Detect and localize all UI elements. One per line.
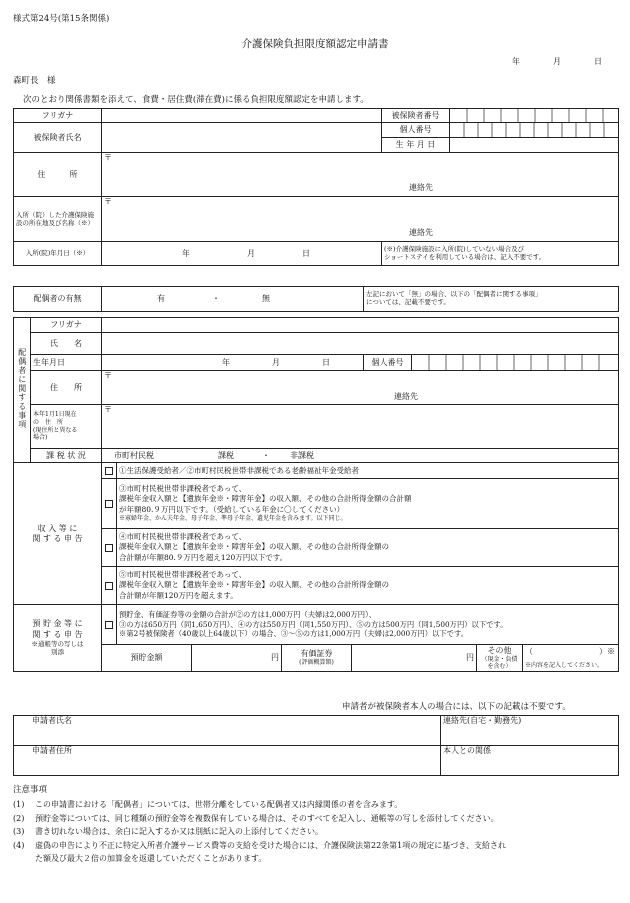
- addressee: 森町長 様: [13, 76, 56, 86]
- option-2-line-4: ※寡婦年金、かん夫年金、母子年金、準母子年金、遺児年金を含みます。以下同じ。: [119, 514, 347, 522]
- address-field[interactable]: [102, 153, 619, 197]
- deposit-yen: 円: [271, 653, 279, 663]
- spouse-name-field[interactable]: [102, 333, 619, 355]
- note-4-cont-text: た額及び最大２倍の加算金を返還していただくことがあります。: [35, 854, 267, 863]
- insured-number-label: 被保険者番号: [382, 109, 450, 123]
- spouse-note-line-2: については、記載不要です。: [366, 298, 450, 306]
- admission-note: [382, 242, 619, 266]
- option-2-line-2: 課税年金収入額と【遺族年金※・障害年金】の収入額、その他の合計所得金額の合計額: [119, 494, 412, 504]
- other-amount-field[interactable]: [523, 645, 619, 672]
- note-2-text: 預貯金等については、同じ種類の預貯金等を複数保有している場合は、そのすべてを記入し、通帳等の写しを添付してください。: [35, 813, 499, 823]
- birthdate-label: 生 年 月 日: [382, 138, 450, 153]
- note-3: [13, 825, 618, 839]
- other-note: ※内容を記入してください。: [525, 662, 604, 669]
- name-label: 被保険者氏名: [14, 123, 102, 153]
- savings-text: [117, 605, 619, 645]
- savings-label: [14, 605, 102, 672]
- income-option-4-checkbox[interactable]: [105, 582, 113, 590]
- spouse-no-option[interactable]: 無: [262, 294, 270, 303]
- spouse-dot: ・: [212, 294, 220, 303]
- spouse-furigana-label: フリガナ: [31, 318, 102, 333]
- note-1-num: (1): [13, 800, 25, 809]
- form-number: 様式第24号(第15条関係): [13, 14, 110, 24]
- requester-name-label: 申請者氏名: [32, 716, 72, 725]
- income-option-3-text: [117, 529, 619, 567]
- option-2-line-3: が年額80.９万円以下です。（受給している年金に〇してください）: [119, 504, 345, 514]
- income-label: [14, 463, 102, 605]
- spouse-address-field[interactable]: [102, 371, 619, 405]
- admission-month: 月: [247, 249, 255, 258]
- tax-status-field: [102, 449, 619, 463]
- deposit-label: 預貯金額: [102, 645, 192, 672]
- income-option-4-text: [117, 567, 619, 605]
- income-option-1-checkbox[interactable]: [105, 467, 113, 475]
- income-label-line-2: 関 す る 申 告: [32, 533, 83, 543]
- option-4-line-3: 合計額が年額120万円を超えます。: [119, 590, 238, 600]
- option-3-line-3: 合計額が年額80.９万円を超え120万円以下です。: [119, 552, 288, 562]
- other-label-line-1: その他: [487, 646, 512, 656]
- date-year[interactable]: 年: [512, 57, 520, 66]
- note-4-text: 虚偽の申告により不正に特定入所者介護サービス費等の支給を受けた場合には、介護保険法第22条第1項の規定に基づき、支給され: [35, 840, 506, 850]
- facility-postal-mark: 〒: [104, 197, 112, 206]
- furigana-label: フリガナ: [14, 109, 102, 123]
- other-label-line-2: （現金・負債: [481, 655, 518, 663]
- prev-address-line-4: 場合): [33, 434, 48, 442]
- note-3-num: (3): [13, 827, 25, 836]
- securities-yen: 円: [466, 653, 474, 663]
- income-option-2-checkbox[interactable]: [105, 500, 113, 508]
- savings-checkbox[interactable]: [105, 621, 113, 629]
- spouse-address-label: 住 所: [31, 371, 102, 405]
- address-label: 住 所: [14, 153, 102, 197]
- requester-address-label: 申請者住所: [32, 746, 72, 755]
- contact-label: 連絡先: [409, 183, 433, 192]
- facility-field[interactable]: [102, 197, 619, 242]
- date-day[interactable]: 日: [594, 57, 602, 66]
- savings-line-1: 預貯金、有価証券等の金額の合計が②の方は1,000万円（夫婦は2,000万円）、: [119, 609, 377, 619]
- tax-exempt-option[interactable]: 非課税: [290, 451, 314, 460]
- spouse-prev-address-label: [31, 405, 102, 449]
- requester-relation-label: 本人との関係: [443, 746, 491, 755]
- prev-postal-mark: 〒: [104, 405, 112, 414]
- spouse-yes-option[interactable]: 有: [157, 294, 165, 303]
- option-2-line-1: ③市町村民税世帯非課税者であって、: [119, 484, 247, 494]
- spouse-section-label-text: 配偶者に関する事項: [17, 348, 27, 430]
- spouse-note: [364, 287, 619, 312]
- securities-amount-field[interactable]: [352, 645, 477, 672]
- securities-label-line-2: (評価概算額): [299, 659, 334, 667]
- spouse-contact-label: 連絡先: [394, 392, 418, 401]
- spouse-birth-day: 日: [322, 358, 330, 367]
- tax-dot: ・: [262, 451, 270, 460]
- requester-contact-label: 連絡先(自宅・勤務先): [443, 716, 522, 725]
- prev-address-line-1: 本年1月1日現在: [33, 410, 77, 418]
- birthdate-field[interactable]: [450, 138, 619, 153]
- personal-number-label: 個人番号: [382, 123, 450, 138]
- requester-address-field[interactable]: [14, 746, 441, 776]
- savings-label-line-2: 関 す る 申 告: [32, 629, 83, 639]
- option-3-line-1: ④市町村民税世帯非課税者であって、: [119, 532, 247, 542]
- requester-relation-field[interactable]: [441, 746, 619, 776]
- income-option-2-text: [117, 479, 619, 529]
- other-label-line-3: を含む）: [487, 662, 512, 670]
- tax-village-label: 市町村民税: [114, 451, 154, 460]
- spouse-personal-number-field[interactable]: [412, 355, 619, 371]
- intro-text: 次のとおり関係書類を添えて、食費・居住費(滞在費)に係る負担限度額認定を申請します。: [23, 95, 369, 105]
- requester-table: [13, 715, 619, 776]
- admission-year: 年: [182, 249, 190, 258]
- spouse-postal-mark: 〒: [104, 371, 112, 380]
- date-month[interactable]: 月: [553, 57, 561, 66]
- name-field[interactable]: [102, 123, 382, 153]
- income-option-1-text: ①生活保護受給者／②市町村民税世帯非課税である老齢福祉年金受給者: [117, 463, 619, 479]
- option-3-line-2: 課税年金収入額と【遺族年金※・障害年金】の収入額、その他の合計所得金額の: [119, 542, 389, 552]
- requester-contact-field[interactable]: [441, 716, 619, 746]
- savings-line-2: ③の方は650万円（同1,650万円）、④の方は550万円（同1,550万円）、⑤の方は500万円（同1,500万円）以下です。: [119, 619, 508, 629]
- spouse-birth-year: 年: [222, 358, 230, 367]
- note-4-num: (4): [13, 840, 25, 850]
- income-table: [13, 462, 619, 672]
- has-spouse-label: 配偶者の有無: [14, 287, 102, 312]
- note-1: [13, 798, 618, 812]
- deposit-amount-field[interactable]: [192, 645, 282, 672]
- option-4-line-2: 課税年金収入額と【遺族年金※・障害年金】の収入額、その他の合計所得金額の: [119, 580, 389, 590]
- admission-note-line-2: ショートステイを利用している場合は、記入不要です。: [384, 252, 546, 261]
- spouse-birthdate-label: 生年月日: [31, 355, 102, 371]
- spouse-personal-number-label: 個人番号: [364, 355, 412, 371]
- prev-address-line-2: の 住 所: [33, 418, 64, 426]
- spouse-note-line-1: 左記において「無」の場合、以下の「配偶者に関する事項」: [366, 290, 542, 299]
- facility-label: 入所（院）した介護保険施設の所在地及び名称（※）: [14, 197, 102, 242]
- spouse-birth-month: 月: [272, 358, 280, 367]
- facility-contact-label: 連絡先: [409, 228, 433, 237]
- spouse-furigana-field[interactable]: [102, 318, 619, 333]
- other-label: [477, 645, 523, 672]
- admission-date-field[interactable]: [102, 242, 382, 266]
- income-label-line-1: 収 入 等 に: [37, 523, 78, 533]
- admission-date-label: 入所(院)年月日（※）: [14, 242, 102, 266]
- applicant-table: [13, 108, 619, 266]
- other-paren-open: （: [525, 647, 533, 656]
- spouse-table: [13, 286, 619, 463]
- securities-label: [282, 645, 352, 672]
- spouse-section-label: [14, 318, 31, 463]
- note-1-text: この申請書における「配偶者」については、世帯分離をしている配偶者又は内縁関係の者を含みます。: [35, 800, 403, 809]
- securities-label-line-1: 有価証券: [300, 648, 333, 658]
- has-spouse-field: [102, 287, 364, 312]
- note-2: [13, 812, 618, 826]
- savings-label-line-1: 預 貯 金 等 に: [32, 619, 83, 629]
- applicant-note: 申請者が被保険者本人の場合には、以下の記載は不要です。: [342, 702, 571, 712]
- savings-line-3: ※第2号被保険者（40歳以上64歳以下）の場合、③～⑤の方は1,000万円（夫婦は2,000万円）以下です。: [119, 629, 468, 639]
- other-paren-close: ）※: [599, 647, 615, 656]
- savings-label-line-3: ※通帳等の写しは: [31, 639, 84, 648]
- spouse-birthdate-field[interactable]: [102, 355, 364, 371]
- tax-status-label: 課 税 状 況: [31, 449, 102, 463]
- admission-note-line-1: (※)介護保険施設に入所(院)していない場合及び: [384, 244, 525, 253]
- prev-address-line-3: (現住所と異なる: [33, 426, 78, 434]
- savings-label-line-4: 別添: [51, 648, 64, 657]
- spouse-prev-address-field[interactable]: [102, 405, 619, 449]
- note-2-num: (2): [13, 813, 25, 823]
- furigana-field[interactable]: [102, 109, 382, 123]
- insured-number-field[interactable]: [450, 109, 619, 123]
- personal-number-field[interactable]: [450, 123, 619, 138]
- postal-mark: 〒: [104, 153, 112, 162]
- form-title: 介護保険負担限度額認定申請書: [241, 38, 389, 50]
- notes-list: [13, 798, 618, 866]
- admission-day: 日: [302, 249, 310, 258]
- spouse-name-label: 氏 名: [31, 333, 102, 355]
- income-option-3-checkbox[interactable]: [105, 544, 113, 552]
- requester-name-field[interactable]: [14, 716, 441, 746]
- tax-taxed-option[interactable]: 課税: [218, 451, 234, 460]
- notes-title: 注意事項: [13, 785, 48, 795]
- note-3-text: 書き切れない場合は、余白に記入するか又は別紙に記入の上添付してください。: [35, 827, 323, 836]
- note-4-cont: [13, 852, 618, 866]
- option-4-line-1: ⑤市町村民税世帯非課税者であって、: [119, 570, 247, 580]
- note-4: [13, 839, 618, 853]
